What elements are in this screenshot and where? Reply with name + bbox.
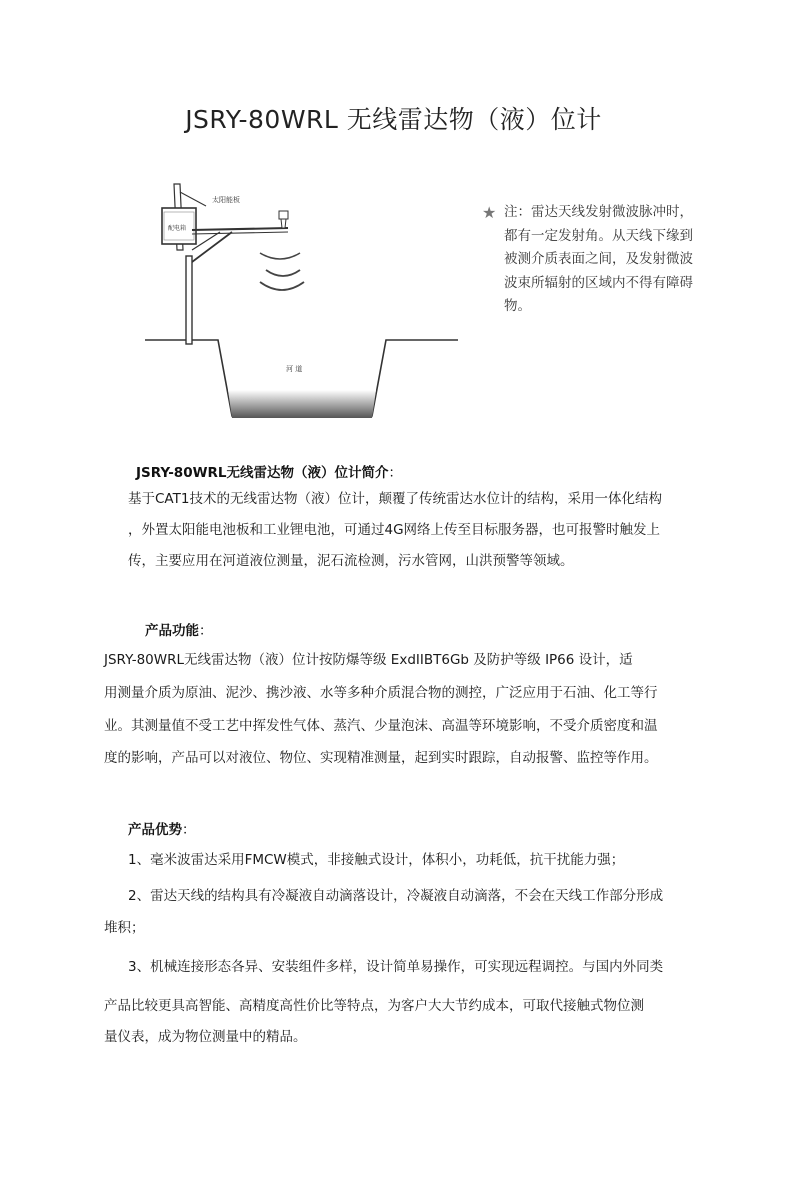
intro-heading-text: JSRY-80WRL无线雷达物（液）位计简介: [136, 465, 389, 481]
advantages-line-4: 3、机械连接形态各异、安装组件多样，设计简单易操作，可实现远程调控。与国内外同类: [128, 959, 664, 975]
intro-line-1: 基于CAT1技术的无线雷达物（液）位计，颠覆了传统雷达水位计的结构，采用一体化结构: [128, 491, 662, 507]
intro-line-3: 传，主要应用在河道液位测量，泥石流检测，污水管网，山洪预警等领域。: [128, 553, 574, 569]
features-line-4: 度的影响，产品可以对液位、物位、实现精准测量，起到实时跟踪，自动报警、监控等作用。: [104, 750, 658, 766]
installation-diagram: [140, 178, 460, 428]
page-title: JSRY-80WRL 无线雷达物（液）位计: [185, 105, 602, 134]
features-heading-colon: ：: [199, 623, 213, 639]
advantages-heading: [128, 818, 196, 838]
advantages-line-6: 量仪表，成为物位测量中的精品。: [104, 1029, 307, 1045]
features-heading: [145, 619, 213, 639]
note-text: 注：雷达天线发射微波脉冲时，都有一定发射角。从天线下缘到被测介质表面之间，及发射微波波束所辐射的区域内不得有障碍物。: [504, 204, 693, 314]
star-icon: ★: [482, 203, 497, 222]
features-line-3: 业。其测量值不受工艺中挥发性气体、蒸汽、少量泡沫、高温等环境影响，不受介质密度和温: [104, 718, 658, 734]
intro-line-2: ，外置太阳能电池板和工业锂电池，可通过4G网络上传至目标服务器，也可报警时触发上: [128, 522, 661, 538]
features-line-1: JSRY-80WRL无线雷达物（液）位计按防爆等级 ExdIIBT6Gb 及防护等级 IP66 设计，适: [104, 652, 633, 668]
advantages-line-3: 堆积；: [104, 920, 145, 936]
solar-panel-label: 太阳能板: [212, 196, 240, 204]
intro-heading: [136, 461, 402, 481]
features-line-2: 用测量介质为原油、泥沙、携沙液、水等多种介质混合物的测控，广泛应用于石油、化工等行: [104, 685, 658, 701]
features-heading-text: 产品功能: [145, 623, 199, 639]
advantages-line-5: 产品比较更具高智能、高精度高性价比等特点，为客户大大节约成本，可取代接触式物位测: [104, 998, 644, 1014]
advantages-line-2: 2、雷达天线的结构具有冷凝液自动滴落设计，冷凝液自动滴落，不会在天线工作部分形成: [128, 888, 664, 904]
control-box-label: 配电箱: [168, 225, 187, 232]
advantages-heading-text: 产品优势: [128, 822, 182, 838]
advantages-line-1: 1、毫米波雷达采用FMCW模式，非接触式设计，体积小，功耗低，抗干扰能力强；: [128, 852, 625, 868]
river-label: 河 道: [286, 365, 303, 373]
intro-heading-colon: ：: [388, 465, 402, 481]
advantages-heading-colon: ：: [182, 822, 196, 838]
